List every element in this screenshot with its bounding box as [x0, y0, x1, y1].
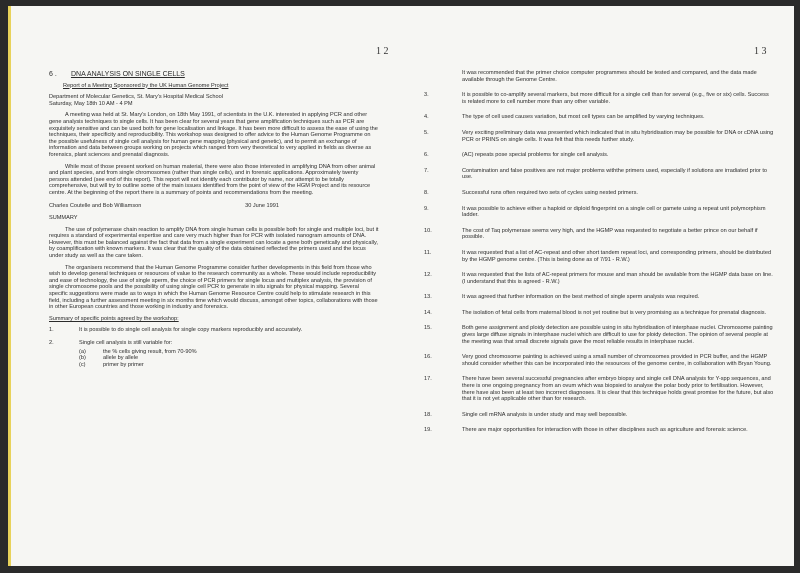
- list-item: [424, 70, 774, 83]
- sub-list: [79, 349, 379, 369]
- item-number: 3.: [424, 92, 429, 99]
- sub-item-text: allele by allele: [103, 355, 139, 362]
- sub-item-text: primer by primer: [103, 361, 144, 368]
- list-item: [424, 250, 774, 263]
- item-number: 18.: [424, 411, 432, 418]
- item-text: The type of cell used causes variation, but most cell types can be amplified by varying techniques.: [462, 114, 705, 121]
- report-heading: Report of a Meeting Sponsored by the UK Human Genome Project: [63, 82, 229, 89]
- summary-heading: SUMMARY: [49, 215, 78, 222]
- item-number: 1.: [49, 327, 54, 334]
- item-text: Single cell analysis is still variable for:: [79, 340, 173, 346]
- sub-item-label: (a): [79, 348, 86, 355]
- sub-item-text: the % cells giving result, from 70-90%: [103, 348, 197, 355]
- date-line: Saturday, May 18th 10 AM - 4 PM: [49, 100, 133, 107]
- list-item: [424, 294, 774, 301]
- paragraph-recommendations: The organisers recommend that the Human Genome Programme consider further developments in this field from those who wish to develop general techniques or resources of value to the research community as a whole. These would include reproducibility and ease of technology, the use of single sperm, the choice of PCR primers for single locus and multiplex analysis, the provision of single chromosome pools and the possibility of using single cell PCR to generate in situ signals for physical mapping. Several specific suggestions were made as to ways in which the Human Genome Resource Centre could help to stimulate research in this field, including a further assessment meeting in six months time which would discuss, amongst other topics, collaborations with those in other European countries and those working in industry and forensics.: [49, 264, 378, 311]
- list-item: [424, 376, 774, 402]
- item-number: 11.: [424, 249, 432, 256]
- item-body: [79, 340, 379, 368]
- left-page-content: [49, 72, 379, 374]
- list-item: [424, 190, 774, 197]
- paragraph-attendees: While most of those present worked on human material, there were also those interested in amplifying DNA from other animal and plant species, and from single chromosomes (rather than single cells), and in forensic applications. Approximately twenty persons attended (see end of this report). This report will not identify each contributor by name, nor attempt to be totally comprehensive, but will try to outline some of the main issues identified from the point of view of the HGM Project and its resource centre. At the beginning of the report there is a summary of points and recommendations from the meeting.: [49, 163, 376, 196]
- intro-recommendation: It was recommended that the primer choice computer programmes should be tested and compared, and the data made available through the Genome Centre.: [462, 70, 757, 83]
- dept-line: Department of Molecular Genetics, St. Mary's Hospital Medical School: [49, 94, 223, 101]
- page-number-left: 1 2: [376, 46, 389, 57]
- item-number: 5.: [424, 129, 429, 136]
- item-text: Very good chromosome painting is achieved using a small number of chromosomes provided in PCR buffer, and the HGMP should consider whether this can be incorporated into the resources of the genome centre, in collaboration with Bryan Young.: [462, 354, 772, 367]
- right-page: [402, 6, 794, 566]
- item-text: Contamination and false positives are not major problems withthe primers used, especially if solutions are irradiated prior to use.: [462, 167, 768, 181]
- item-number: 15.: [424, 325, 432, 332]
- list-item: [424, 310, 774, 317]
- item-number: 6.: [424, 152, 429, 159]
- sub-list-item: [79, 349, 379, 356]
- list-item: [424, 114, 774, 121]
- list-item: [424, 168, 774, 181]
- item-number: 9.: [424, 205, 429, 212]
- item-number: 14.: [424, 309, 432, 316]
- item-text: Very exciting preliminary data was presented which indicated that in situ hybridisation may be possible for DNA or cDNA using PCR or PRINS on single cells. It was felt that this needs further study.: [462, 129, 774, 143]
- item-text: Successful runs often required two sets of cycles using nested primers.: [462, 189, 638, 196]
- item-text: The cost of Taq polymerase seems very high, and the HGMP was requested to negotiate a better prince on our behalf if possible.: [462, 227, 758, 241]
- item-text: It is possible to do single cell analysis for single copy markers reproducibly and accurately.: [79, 327, 303, 334]
- item-number: 19.: [424, 427, 432, 434]
- item-number: 4.: [424, 114, 429, 121]
- list-item: [424, 272, 774, 285]
- item-number: 2.: [49, 340, 54, 346]
- sub-item-label: (c): [79, 361, 86, 368]
- item-text: It is possible to co-amplify several markers, but more difficult for a single cell than for several (e.g., five or six) cells. Success is related more to cell number more than any other variable.: [462, 92, 769, 105]
- list-item: [49, 340, 379, 368]
- list-item: [424, 92, 774, 105]
- left-page: [8, 6, 403, 566]
- item-number: 7.: [424, 167, 429, 174]
- list-item: [424, 427, 774, 434]
- signature-date: 30 June 1991: [245, 202, 279, 209]
- section-number: 6 .: [49, 71, 57, 78]
- list-item: [424, 130, 774, 143]
- item-number: 10.: [424, 227, 432, 234]
- list-item: [424, 412, 774, 419]
- sub-list-item: [79, 362, 379, 369]
- section-title: [49, 72, 379, 79]
- points-heading: Summary of specific points agreed by the workshop:: [49, 315, 179, 322]
- item-text: (AC) repeats pose special problems for single cell analysis.: [462, 152, 609, 159]
- item-text: It was possible to achieve either a haploid or diploid fingerprint on a single cell or gamete using a repeat unit polymorphism ladder.: [462, 205, 766, 219]
- signature-line: [49, 203, 279, 210]
- sub-item-label: (b): [79, 355, 86, 362]
- list-item: [424, 325, 774, 345]
- item-number: 17.: [424, 376, 432, 383]
- right-page-content: [424, 70, 774, 443]
- item-text: It was requested that the lists of AC-repeat primers for mouse and man should be available from the HGMP data base on line. (I understand that this is agreed - R.W.): [462, 272, 773, 285]
- page-number-right: 1 3: [754, 46, 767, 57]
- item-text: It was agreed that further information on the best method of single sperm analysis was required.: [462, 294, 700, 301]
- item-number: 16.: [424, 354, 432, 361]
- list-item: [424, 152, 774, 159]
- signature-names: Charles Coutelle and Bob Williamson: [49, 202, 142, 209]
- paragraph-summary-pcr: The use of polymerase chain reaction to amplify DNA from single human cells is possible both for single and multiple loci, but it requires a standard of experimental expertise and care very much higher than for PCR with isolated nanogram amounts of DNA. However, this must be balanced against the fact that data from a single experiment can locate a gene both genetically and physically, by coamplification with known markers. It was clear that the quality of the data obtained reflected the primers used and the locus under study as well as the care taken.: [49, 226, 379, 260]
- item-text: Single cell mRNA analysis is under study and may well bepossible.: [462, 411, 628, 418]
- item-number: 13.: [424, 294, 432, 301]
- item-text: There are major opportunities for interaction with those in other disciplines such as agriculture and forensic science.: [462, 427, 748, 434]
- item-text: There have been several successful pregnancies after embryo biopsy and single cell DNA analysis for Y-spp sequences, and there is one ongoing pregnancy from an ovum which was biopsied to analyse the polar body prior to fertilisation. However, there have also been at least two incorrect diagnoses. It is clear that this technique holds great promise for the future, but also that it is not yet applicable other than for research.: [462, 376, 774, 403]
- item-number: 12.: [424, 272, 432, 279]
- item-number: 8.: [424, 189, 429, 196]
- sub-list-item: [79, 355, 379, 362]
- item-text: The isolation of fetal cells from maternal blood is not yet routine but is very promising as a technique for prenatal diagnosis.: [462, 309, 767, 316]
- list-item: [424, 206, 774, 219]
- item-text: Both gene assignment and ploidy detection are possible using in situ hybridisation of interphase nuclei. Chromosome painting gives large diffuse signals in interphase nuclei which are difficult to use for ploidy detection. The opinion of several people at the meeting was that small discrete signals gave the most reliable results in interphase nuclei.: [462, 325, 773, 345]
- list-item: [49, 327, 379, 334]
- item-text: It was requested that a list of AC-repeat and other short tandem repeat loci, and corresponding primers, should be distributed by the HGMP genome centre. (This is being done as of 7/91 - R.W.): [462, 249, 772, 263]
- paragraph-intro: A meeting was held at St. Mary's London, on 18th May 1991, of scientists in the U.K. interested in applying PCR and other gene analysis techniques to single cells. It has been clear for several years that gene amplification techniques such as PCR are exquisitely sensitive and can be used both for gene localisation and linkage. It has been more difficult to assess the ease of using the techniques, their specificity and reproducibility. This workshop was designed to offer advice to the Human Genome Programme on the possible usefulness of single cell analysis for human gene mapping (physical and genetic), and to permit an exchange of information and data between groups working on projects which ranged from very theoretical to very applied in fields as diverse as forensics, plant sciences and prenatal diagnosis.: [49, 112, 378, 158]
- section-title-text: DNA ANALYSIS ON SINGLE CELLS: [70, 71, 185, 78]
- list-item: [424, 228, 774, 241]
- list-item: [424, 354, 774, 367]
